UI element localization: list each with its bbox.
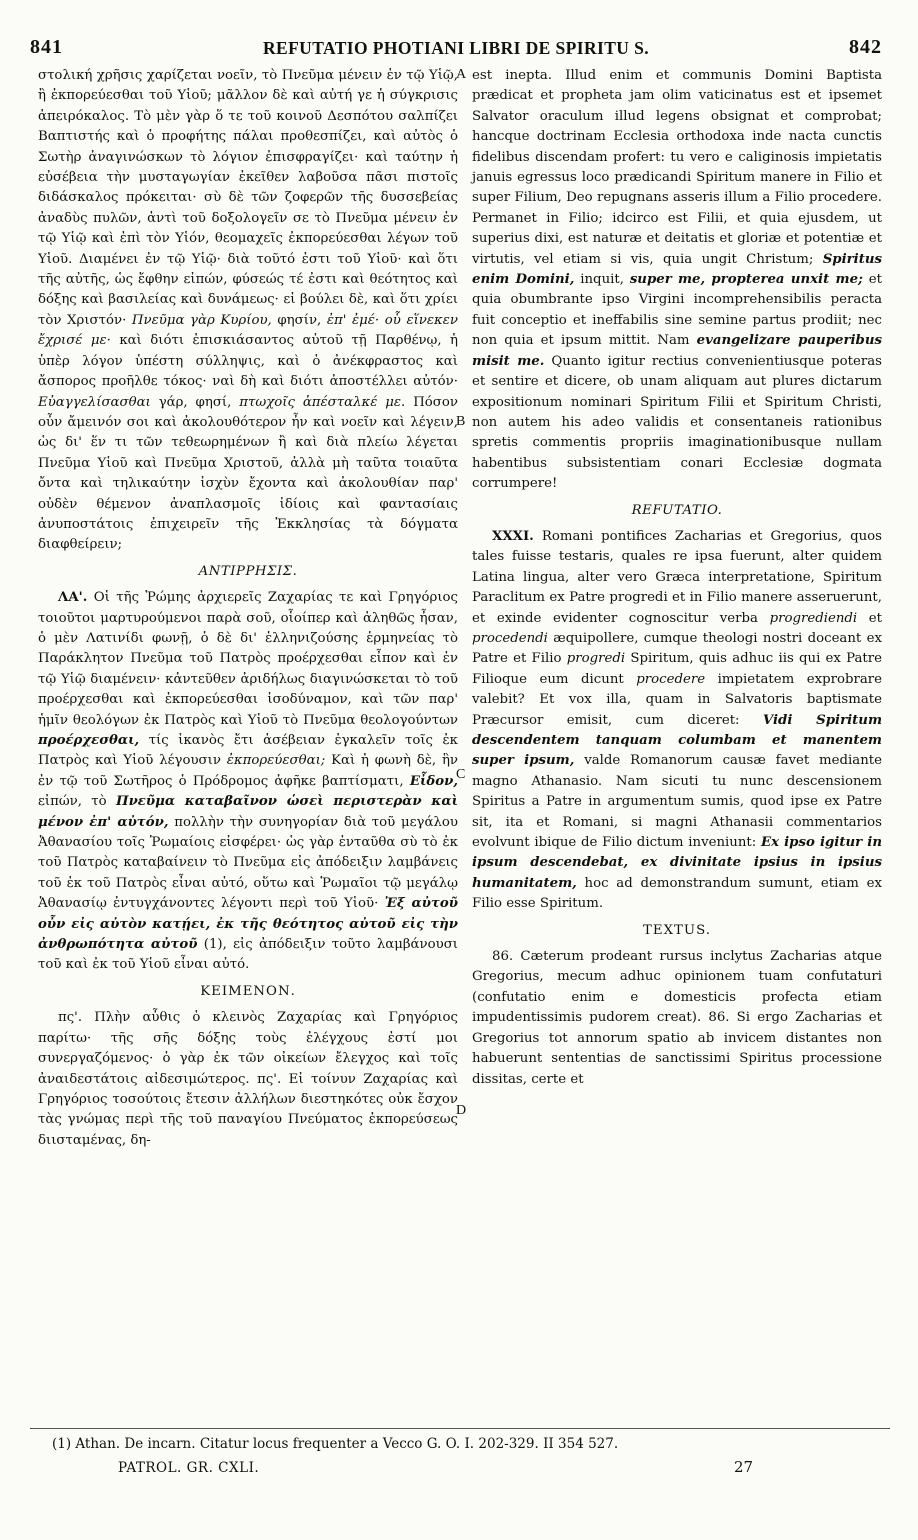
- latin-text: et: [868, 610, 883, 626]
- latin-heading-textus: TEXTUS.: [643, 922, 711, 938]
- latin-paragraph-1: [472, 66, 882, 495]
- latin-column: [472, 66, 882, 1090]
- greek-quote: Πνεῦμα γὰρ Κυρίου,: [131, 312, 272, 328]
- section-number: 86.: [492, 949, 514, 965]
- page-number-left: 841: [30, 36, 63, 58]
- margin-letter-d: D: [456, 1103, 467, 1118]
- latin-text: valde Romanorum causæ favet mediante magno Athanasio. Nam sicuti tu nunc descensionem Spiritus a Patre in argumentum sumis, quod ipse ex Patre sit, ita et Romani, si magni Athanasii commentarios evolvunt ibique de Filio dictum inveniunt:: [472, 753, 882, 851]
- latin-paragraph-2: [472, 527, 882, 915]
- greek-text: φησίν,: [277, 312, 322, 328]
- latin-text: est inepta. Illud enim et communis Domini Baptista prædicat et propheta jam olim vaticinatus est et ipsemet Salvator oraculum illud legens obsignat et comprobat; hancque doctrinam Ecclesia orthodoxa inde nacta cunctis fidelibus discendam profert: tu vero e caliginosis impietatis januis egressus loco prædicandi Spiritum manere in Filio et super Filium, Deo repugnans asseris illum a Filio procedere. Permanet in Filio; idcirco est Filii, et quia ejusdem, ut superius dixi, est naturæ et deitatis et gloriæ et potentiæ et virtutis, vel etiam si vis, quia ungit Christum;: [472, 68, 882, 267]
- greek-text: τίς ἱκανὸς ἔτι ἀσέβειαν ἐγκαλεῖν τοῖς ἐκ Πατρὸς καὶ Υἱοῦ λέγουσιν: [38, 733, 458, 769]
- page-number-right: 842: [849, 36, 882, 58]
- latin-text: Quanto igitur rectius convenientiusque poteras et sentire et dicere, ob unam aliquam aut plures dictarum expositionum nominari Spiritum Filii et Spiritum Christi, non autem his adeo validis et consentaneis rationibus spretis commentis propriis imaginationibusque nullam habentibus subsistentiam conari Ecclesiæ dogmata corrumpere!: [472, 353, 882, 492]
- greek-heading-antirrhesis: ΑΝΤΙΡΡΗΣΙΣ.: [198, 563, 298, 579]
- margin-letter-a: A: [456, 67, 467, 82]
- running-header: [30, 36, 882, 62]
- latin-text: inquit,: [580, 272, 624, 288]
- footnote: (1) Athan. De incarn. Citatur locus frequenter a Vecco G. O. I. 202-329. II 354 527.: [52, 1436, 619, 1452]
- greek-paragraph-2: [38, 588, 458, 976]
- latin-text: impietatem exprobrare valebit? Et vox illa, quam in Salvatoris baptismate Præcursor emisit, cum diceret:: [472, 671, 883, 728]
- greek-text: εἰπών, τὸ: [38, 794, 107, 810]
- latin-paragraph-3: [472, 947, 882, 1090]
- latin-quote: evangelizare pauperibus misit me.: [472, 333, 882, 369]
- section-number: ΛΑ'.: [58, 590, 88, 606]
- greek-text: (1), εἰς ἀπόδειξιν τοῦτο λαμβάνουσι τοῦ καὶ ἐκ τοῦ Υἱοῦ εἶναι αὐτό.: [38, 937, 458, 973]
- greek-text: γάρ, φησί,: [158, 394, 232, 410]
- greek-quote: Εὐαγγελίσασθαι: [38, 394, 151, 410]
- latin-emphasis: progrediendi: [769, 610, 858, 626]
- latin-emphasis: progredi: [566, 651, 626, 667]
- latin-quote: Vidi Spiritum descendentem tanquam columbam et manentem super ipsum,: [472, 712, 883, 769]
- greek-quote: Ἐξ αὐτοῦ οὖν εἰς αὐτὸν κατῄει, ἐκ τῆς θεότητος αὐτοῦ εἰς τὴν ἀνθρωπότητα αὐτοῦ: [38, 896, 458, 953]
- running-title: REFUTATIO PHOTIANI LIBRI DE SPIRITU S.: [262, 38, 649, 58]
- greek-heading-keimenon: ΚΕΙΜΕΝΟΝ.: [200, 983, 296, 999]
- greek-paragraph-3: [38, 1008, 458, 1151]
- greek-text: καὶ διότι ἐπισκιάσαντος αὐτοῦ τῇ Παρθένῳ, ἡ ὑπὲρ λόγον ὑπέστη σύλληψις, καὶ ὁ ἀνέκφραστος καὶ ἄσπορος προῆλθε τόκος· ναὶ δὴ καὶ διότι ἀποστέλλει αὐτόν·: [38, 333, 459, 390]
- footnote-rule: [30, 1428, 890, 1429]
- signature-mark: PATROL. GR. CXLI.: [118, 1460, 260, 1476]
- greek-quote: πτωχοῖς ἀπέσταλκέ με.: [239, 394, 406, 410]
- latin-text: Spiritum, quis adhuc iis qui ex Patre Filioque eum dicunt: [472, 651, 882, 687]
- latin-emphasis: procedendi: [472, 630, 548, 646]
- latin-quote: Spiritus enim Domini,: [472, 251, 882, 288]
- sheet-number: 27: [734, 1458, 754, 1476]
- greek-emphasis: ἐκπορεύεσθαι;: [226, 753, 326, 769]
- latin-text: hoc ad demonstrandum sumunt, etiam ex Filio esse Spiritum.: [472, 875, 882, 912]
- greek-column: [38, 66, 458, 1151]
- greek-paragraph-1: [38, 66, 458, 556]
- greek-quote: Εἶδον,: [409, 773, 458, 789]
- latin-quote: Ex ipso igitur in ipsum descendebat, ex divinitate ipsius in ipsius humanitatem,: [472, 835, 883, 891]
- latin-text: et quia obumbrante ipso Virgini incomprehensibilis peracta fuit conceptio et ineffabilis sine semine partus prodiit; nec non quia et ipsum mittit. Nam: [472, 272, 883, 349]
- margin-letter-c: C: [456, 767, 466, 782]
- section-number: πς'.: [58, 1010, 83, 1026]
- greek-quote: Πνεῦμα καταβαῖνον ὡσεὶ περιστερὰν καὶ μένον ἐπ' αὐτόν,: [38, 794, 458, 830]
- greek-text: Πόσον οὖν ἄμεινόν σοι καὶ ἀκολουθότερον ἦν καὶ νοεῖν καὶ λέγειν, ὡς δι' ἕν τι τῶν τεθεωρημένων ἢ καὶ διὰ πλείω λέγεται Πνεῦμα Υἱοῦ καὶ Πνεῦμα Χριστοῦ, ἀλλὰ μὴ ταῦτα τοιαῦτα ὄντα καὶ τηλικαύτην ἰσχὺν ἔχοντα καὶ ἀκολουθίαν παρ' οὐδὲν θέμενον ἀναπλασμοῖς ἰδίοις καὶ φαντασίαις ἀνυποστάτοις ἐπιχειρεῖν τῆς Ἐκκλησίας τὰ δόγματα διαφθείρειν;: [38, 394, 458, 553]
- latin-emphasis: procedere: [636, 671, 706, 687]
- greek-text: πολλὴν τὴν συνηγορίαν διὰ τοῦ μεγάλου Ἀθανασίου τοῖς Ῥωμαίοις εἰσφέρει· ὡς γὰρ ἐνταῦθα σὺ τὸ ἐκ τοῦ Πατρὸς καταβαίνειν τὸ Πνεῦμα εἰς ἀπόδειξιν λαμβάνεις τοῦ ἐκ τοῦ Πατρὸς εἶναι αὐτό, οὕτω καὶ Ῥωμαῖοι τῷ μεγάλῳ Ἀθανασίῳ ἐντυγχάνοντες λέγοντι περὶ τοῦ Υἱοῦ·: [38, 814, 458, 912]
- greek-text: Οἱ τῆς Ῥώμης ἀρχιερεῖς Ζαχαρίας τε καὶ Γρηγόριος τοιοῦτοι μαρτυρούμενοι παρὰ σοῦ, οἷοίπερ καὶ ἀληθῶς ἦσαν, ὁ μὲν Λατινίδι φωνῇ, ὁ δὲ δι' ἑλληνιζούσης ἑρμηνείας τὸ Παράκλητον Πνεῦμα τοῦ Πατρὸς προέρχεσθαι εἶπον καὶ ἐν τῷ Υἱῷ διαμένειν· κἀντεῦθεν ἀριδήλως διαγινώσκεται τὸ τοῦ προέρχεσθαι καὶ ἐκπορεύεσθαι ἰσοδύναμον, καὶ τῶν παρ' ἡμῖν θεολόγων ἐκ Πατρὸς καὶ Υἱοῦ τὸ Πνεῦμα θεολογούντων: [38, 590, 459, 728]
- latin-text: æquipollere, cumque theologi nostri doceant ex Patre et Filio: [472, 630, 882, 667]
- greek-text: στολική χρῆσις χαρίζεται νοεῖν, τὸ Πνεῦμα μένειν ἐν τῷ Υἱῷ, ἢ ἐκπορεύεσθαι τοῦ Υἱοῦ; μᾶλλον δὲ καὶ αὐτή γε ἡ σύγκρισις ἀπειρόκαλος. Τὸ μὲν γὰρ ὅ τε τοῦ κοινοῦ Δεσπότου σαλπίζει Βαπτιστής καὶ ὁ προφήτης πάλαι προθεσπίζει, καὶ αὐτὸς ὁ Σωτὴρ ἀναγινώσκων τὸ λόγιον ἐπισφραγίζει· καὶ ταύτην ἡ εὐσέβεια τὴν μυσταγωγίαν ἐκεῖθεν λαβοῦσα πᾶσι πιστοῖς διδάσκαλος πρόκειται· σὺ δὲ τῶν ζοφερῶν τῆς δυσσεβείας ἀναδὺς πυλῶν, ἀντὶ τοῦ δοξολογεῖν σε τὸ Πνεῦμα μένειν ἐν τῷ Υἱῷ καὶ ἐπὶ τὸν Υἱόν, θεομαχεῖς ἐκπορεύεσθαι λέγων τοῦ Υἱοῦ. Διαμένει ἐν τῷ Υἱῷ· διὰ τοῦτό ἐστι τοῦ Υἱοῦ· καὶ ὅτι τῆς αὐτῆς, ὡς ἔφθην εἰπών, φύσεώς τέ ἐστι καὶ θεότητος καὶ δόξης καὶ βασιλείας καὶ δυνάμεως· εἰ βούλει δὲ, καὶ ὅτι χρίει τὸν Χριστόν·: [38, 68, 458, 328]
- latin-text: Cæterum prodeant rursus inclytus Zacharias atque Gregorius, mecum adhuc opinionem tuam confutaturi (confutatio enim e domesticis profecta etiam impudentissimis pudorem creat). 86. Si ergo Zacharias et Gregorius tot annorum spatio ab invicem distantes non habuerunt sententias de sanctissimi Spiritus processione dissitas, certe et: [472, 949, 882, 1087]
- section-number: XXXI.: [492, 528, 534, 544]
- latin-text: Romani pontifices Zacharias et Gregorius, quos tales fuisse testaris, quales re ipsa fuerunt, alter quidem Latina lingua, alter vero Græca interpretatione, Spiritum Paraclitum ex Patre progredi et in Filio manere asseruerunt, et exinde evidenter cognoscitur verba: [472, 528, 882, 626]
- greek-quote: ἐπ' ἐμέ· οὗ εἵνεκεν ἔχρισέ με·: [38, 312, 458, 349]
- latin-heading-refutatio: REFUTATIO.: [631, 502, 723, 518]
- greek-emphasis: προέρχεσθαι,: [38, 733, 140, 748]
- margin-letter-b: B: [456, 414, 466, 429]
- greek-text: Καὶ ἡ φωνὴ δὲ, ἣν ἐν τῷ τοῦ Σωτῆρος ὁ Πρόδρομος ἀφῆκε βαπτίσματι,: [38, 753, 458, 789]
- latin-quote: super me, propterea unxit me;: [629, 272, 863, 288]
- greek-text: Πλὴν αὖθις ὁ κλεινὸς Ζαχαρίας καὶ Γρηγόριος παρίτω· τῆς σῆς δόξης τοὺς ἐλέγχους ἐστί μοι συνεργαζόμενος· ὁ γὰρ ἐκ τῶν οἰκείων ἔλεγχος καὶ τοῖς ἀναιδεστάτοις αἰδεσιμώτερος. πς'. Εἰ τοίνυν Ζαχαρίας καὶ Γρηγόριος τοσούτοις ἔτεσιν ἀλλήλων διεστηκότες οὐκ ἔσχον τὰς γνώμας περὶ τῆς τοῦ παναγίου Πνεύματος ἐκπορεύσεως διισταμένας, δη-: [38, 1010, 458, 1148]
